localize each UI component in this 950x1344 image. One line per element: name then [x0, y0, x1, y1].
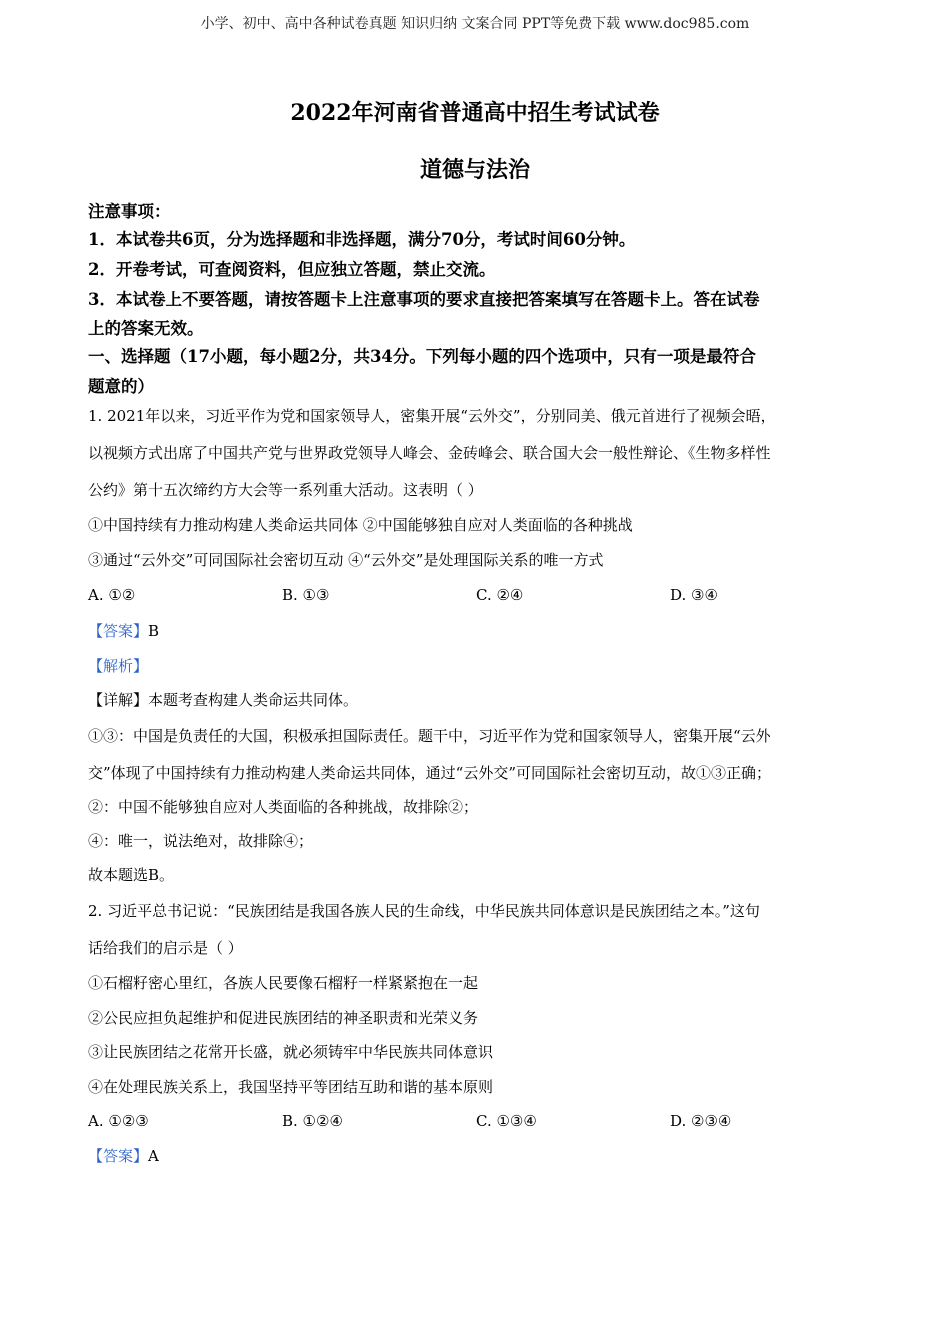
notice-item: 2．开卷考试，可查阅资料，但应独立答题，禁止交流。	[88, 260, 496, 279]
statement-line: ③通过“云外交”可同国际社会密切互动 ④“云外交”是处理国际关系的唯一方式	[88, 551, 604, 569]
detail-line: 【详解】本题考查构建人类命运共同体。	[88, 691, 359, 709]
answer-line	[88, 1146, 159, 1166]
analysis-tag: 【解析】	[88, 657, 149, 675]
notice-item: 1．本试卷共6页，分为选择题和非选择题，满分70分，考试时间60分钟。	[88, 230, 636, 249]
question-stem: 公约》第十五次缔约方大会等一系列重大活动。这表明（ ）	[88, 481, 483, 499]
detail-line: ④：唯一，说法绝对，故排除④；	[88, 832, 314, 850]
page-header: 小学、初中、高中各种试卷真题 知识归纳 文案合同 PPT等免费下载 www.doc985.com	[200, 16, 750, 32]
section-heading-cont: 题意的）	[88, 377, 154, 396]
detail-line: ①③：中国是负责任的大国，积极承担国际责任。题干中，习近平作为党和国家领导人，密集开展“云外	[88, 727, 771, 745]
question-stem: 话给我们的启示是（ ）	[88, 939, 243, 957]
statement-line: ④在处理民族关系上，我国坚持平等团结互助和谐的基本原则	[88, 1078, 494, 1096]
question-stem: 2. 习近平总书记说：“民族团结是我国各族人民的生命线，中华民族共同体意识是民族团结之本。”这句	[88, 902, 760, 920]
option-a: A. ①②	[88, 586, 136, 604]
notice-item: 上的答案无效。	[88, 319, 204, 338]
answer-tag: 【答案】	[88, 1147, 149, 1165]
section-heading: 一、选择题（17小题，每小题2分，共34分。下列每小题的四个选项中，只有一项是最符合	[88, 347, 756, 366]
statement-line: ②公民应担负起维护和促进民族团结的神圣职责和光荣义务	[88, 1009, 479, 1027]
option-c: C. ②④	[476, 586, 524, 604]
detail-line: ②：中国不能够独自应对人类面临的各种挑战，故排除②；	[88, 798, 479, 816]
statement-line: ①中国持续有力推动构建人类命运共同体 ②中国能够独自应对人类面临的各种挑战	[88, 516, 633, 534]
detail-line: 故本题选B。	[88, 866, 175, 884]
option-b: B. ①②④	[282, 1112, 343, 1130]
notice-heading: 注意事项：	[88, 202, 171, 221]
answer-line	[88, 621, 159, 641]
subject-title: 道德与法治	[419, 157, 530, 183]
answer-value: A	[148, 1147, 159, 1165]
question-stem: 以视频方式出席了中国共产党与世界政党领导人峰会、金砖峰会、联合国大会一般性辩论、《生物多样性	[88, 444, 771, 462]
statement-line: ①石榴籽密心里红，各族人民要像石榴籽一样紧紧抱在一起	[88, 974, 479, 992]
notice-item: 3．本试卷上不要答题，请按答题卡上注意事项的要求直接把答案填写在答题卡上。答在试卷	[88, 290, 760, 309]
question-stem: 1. 2021年以来，习近平作为党和国家领导人，密集开展“云外交”，分别同美、俄元首进行了视频会晤，	[88, 407, 776, 425]
statement-line: ③让民族团结之花常开长盛，就必须铸牢中华民族共同体意识	[88, 1043, 494, 1061]
answer-value: B	[148, 622, 160, 640]
option-c: C. ①③④	[476, 1112, 537, 1130]
option-b: B. ①③	[282, 586, 330, 604]
detail-line: 交”体现了中国持续有力推动构建人类命运共同体，通过“云外交”可同国际社会密切互动，故①③正确；	[88, 764, 772, 782]
option-d: D. ③④	[670, 586, 718, 604]
option-a: A. ①②③	[88, 1112, 149, 1130]
exam-title: 2022年河南省普通高中招生考试试卷	[290, 100, 660, 126]
option-d: D. ②③④	[670, 1112, 732, 1130]
answer-tag: 【答案】	[88, 622, 149, 640]
